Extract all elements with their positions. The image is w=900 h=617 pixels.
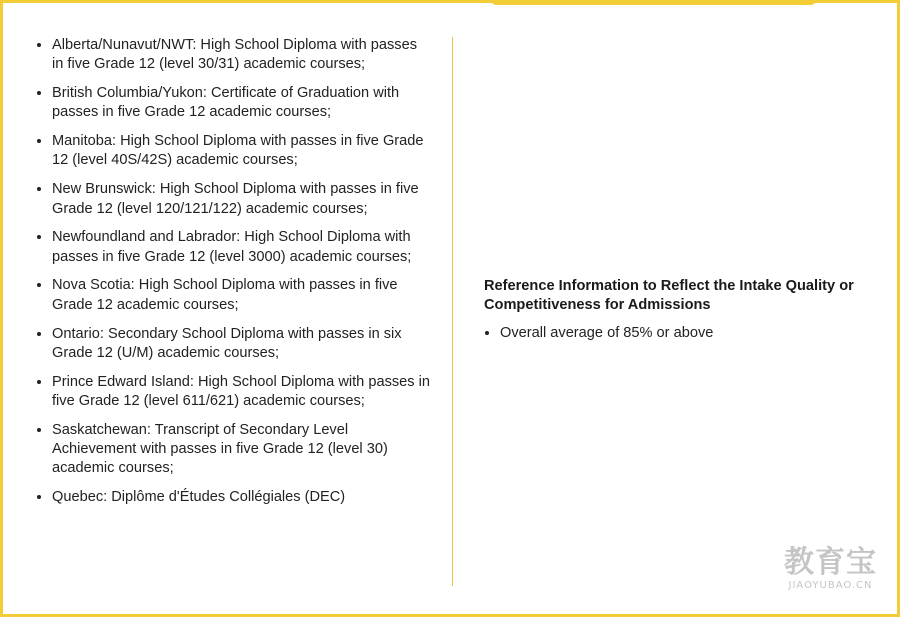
list-item-new-brunswick: • New Brunswick: High School Diploma with passes in five Grade 12 (level 120/121/122) academic courses; [52, 180, 431, 219]
list-item-pei: • Prince Edward Island: High School Diploma with passes in five Grade 12 (level 611/621) academic courses; [52, 373, 431, 412]
list-item-average: • Overall average of 85% or above [500, 324, 864, 343]
watermark-domain: JIAOYUBAO.CN [788, 580, 873, 591]
reference-list [484, 324, 864, 343]
list-item-saskatchewan: • Saskatchewan: Transcript of Secondary Level Achievement with passes in five Grade 12 (level 30) academic courses; [52, 421, 431, 479]
list-item-quebec: • Quebec: Diplôme d'Études Collégiales (DEC) [52, 488, 431, 507]
watermark-logo-text: 教育宝 [784, 545, 877, 580]
list-item-british-columbia: • British Columbia/Yukon: Certificate of Graduation with passes in five Grade 12 academic courses; [52, 84, 431, 123]
top-accent-bar [491, 0, 816, 5]
watermark [784, 546, 877, 592]
requirements-list [31, 36, 431, 507]
reference-info [484, 277, 864, 343]
list-item-alberta: • Alberta/Nunavut/NWT: High School Diploma with passes in five Grade 12 (level 30/31) academic courses; [52, 36, 431, 75]
provincial-requirements [31, 36, 431, 517]
list-item-newfoundland: • Newfoundland and Labrador: High School Diploma with passes in five Grade 12 (level 3000) academic courses; [52, 228, 431, 267]
column-divider [452, 37, 453, 586]
reference-heading: Reference Information to Reflect the Intake Quality or Competitiveness for Admissions [484, 278, 854, 313]
list-item-manitoba: • Manitoba: High School Diploma with passes in five Grade 12 (level 40S/42S) academic courses; [52, 132, 431, 171]
list-item-nova-scotia: • Nova Scotia: High School Diploma with passes in five Grade 12 academic courses; [52, 276, 431, 315]
list-item-ontario: • Ontario: Secondary School Diploma with passes in six Grade 12 (U/M) academic courses; [52, 325, 431, 364]
